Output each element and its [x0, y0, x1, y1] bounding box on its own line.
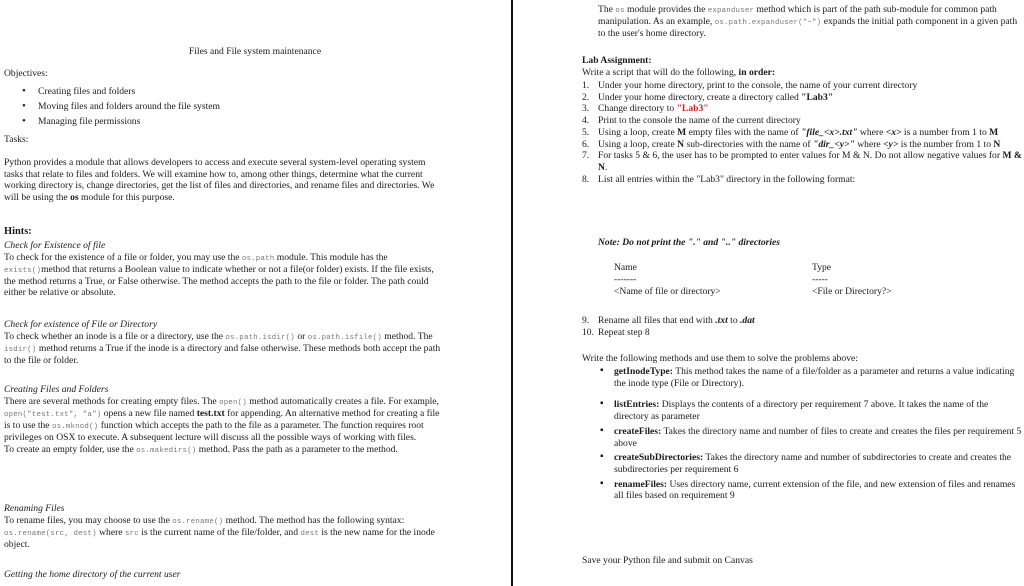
lab-steps-continued: [582, 315, 1022, 338]
right-page: [514, 0, 1024, 586]
note: Note: Do not print the "." and ".." directories: [598, 237, 781, 248]
methods-intro: Write the following methods and use them to solve the problems above:: [582, 353, 858, 364]
hints-heading: Hints:: [4, 226, 32, 237]
hint-body: There are several methods for creating empty files. The open() method automatically creates a file. For example, open("test.txt", "a") opens a new file named test.txt for appending. An alternative method for creating a file is to use the os.mknod() function which accepts the path to the file as a parameter. The function requires root privileges on OSX to execute. A subsequent lecture will discuss all the possible ways of working with files.: [4, 395, 440, 443]
column-divider-name: -------: [614, 274, 637, 285]
hint-body: To check whether an inode is a file or a directory, use the os.path.isdir() or os.path.isfile() method. The isdir() method returns a True if the inode is a directory and false otherwise. These methods both accept the path to the file or folder.: [4, 330, 441, 366]
hint-body: To rename files, you may choose to use the os.rename() method. The method has the following syntax: os.rename(src, dest) where src is the current name of the file/folder, and dest is the new name for the inode object.: [4, 514, 435, 550]
lab-step: 6. Using a loop, create N sub-directories with the name of "dir_<y>" where <y> is the number from 1 to N: [582, 138, 1001, 150]
left-page: [0, 0, 510, 586]
objectives-list: [22, 86, 220, 131]
lab-step: 10. Repeat step 8: [582, 326, 650, 338]
page-divider: [511, 0, 513, 586]
objectives-label: Objectives:: [4, 68, 48, 79]
column-header-name: Name: [614, 262, 637, 273]
method-item: ▪ getInodeType: This method takes the name of a file/folder as a parameter and returns a value indicating the inode type (File or Directory).: [598, 366, 1022, 389]
format-table: [614, 262, 994, 298]
lab-step: 3. Change directory to "Lab3": [582, 103, 709, 115]
hint-home-directory-title: Getting the home directory of the current user: [4, 569, 181, 580]
hint-title: Renaming Files: [4, 503, 65, 514]
hint-creating-files: [4, 384, 444, 456]
lab-step: 2. Under your home directory, create a directory called "Lab3": [582, 91, 834, 103]
objective-item: • Creating files and folders: [22, 86, 220, 101]
column-divider-type: -----: [812, 274, 828, 285]
method-item: ▪ createSubDirectories: Takes the directory name and number of subdirectories to create and creates the subdirectories per requirement 6: [598, 452, 1022, 475]
lab-step: 4. Print to the console the name of the current directory: [582, 115, 801, 127]
method-item: ▪ listEntries: Displays the contents of a directory per requirement 7 above. It takes the name of the directory as parameter: [598, 399, 1022, 422]
submission-note: Save your Python file and submit on Canvas: [582, 555, 753, 566]
intro-paragraph: Python provides a module that allows developers to access and execute several system-level operating system tasks that relate to files and folders. We will examine how to, among other things, determine what the current working directory is, change directories, get the list of files and directories, and rename files and directories. We will be using the os module for this purpose.: [4, 157, 435, 204]
hint-file-or-directory: [4, 319, 444, 366]
hint-title: Check for Existence of file: [4, 240, 106, 251]
lab-step: 9. Rename all files that end with .txt to .dat: [582, 315, 755, 326]
lab-step: 1. Under your home directory, print to the console, the name of your current directory: [582, 80, 918, 91]
hint-renaming-files: [4, 503, 444, 550]
tasks-label: Tasks:: [4, 134, 29, 145]
methods-list: [598, 366, 1022, 505]
column-header-type: Type: [812, 262, 832, 273]
hint-body-folder: To create an empty folder, use the os.makedirs() method. Pass the path as a parameter to the method.: [4, 443, 398, 455]
hint-body: To check for the existence of a file or folder, you may use the os.path module. This module has the exists()method that returns a Boolean value to indicate whether or not a file(or folder) exists. If the file exists, the method returns a True, or False otherwise. The method accepts the path to the file or folder. The path could either be relative or absolute.: [4, 251, 434, 299]
lab-assignment-heading: Lab Assignment:: [582, 55, 652, 66]
objective-item: • Managing file permissions: [22, 116, 220, 131]
table-cell-type: <File or Directory?>: [812, 286, 892, 297]
lab-step: 7. For tasks 5 & 6, the user has to be prompted to enter values for M & N. Do not allow negative values for M & N.: [582, 150, 1022, 173]
lab-step: 5. Using a loop, create M empty files with the name of "file_<x>.txt" where <x> is a number from 1 to M: [582, 126, 999, 138]
lab-step: 8. List all entries within the "Lab3" directory in the following format:: [582, 173, 856, 185]
hint-file-existence: [4, 240, 444, 299]
lab-intro: Write a script that will do the following, in order:: [582, 67, 776, 78]
document-title: Files and File system maintenance: [188, 46, 322, 57]
lab-steps: [582, 80, 1022, 185]
hint-title: Check for existence of File or Directory: [4, 319, 158, 330]
objective-item: • Moving files and folders around the file system: [22, 101, 220, 116]
table-cell-name: <Name of file or directory>: [614, 286, 721, 297]
method-item: ▪ createFiles: Takes the directory name and number of files to create and creates the files per requirement 5 above: [598, 426, 1022, 449]
method-item: ▪ renameFiles: Uses directory name, current extension of the file, and new extension of files and renames all files based on requirement 9: [598, 479, 1022, 502]
hint-title: Creating Files and Folders: [4, 384, 109, 395]
expanduser-paragraph: The os module provides the expanduser method which is part of the path sub-module for common path manipulation. As an example, os.path.expanduser("~") expands the initial path component in a given path to the user's home directory.: [598, 4, 1018, 40]
